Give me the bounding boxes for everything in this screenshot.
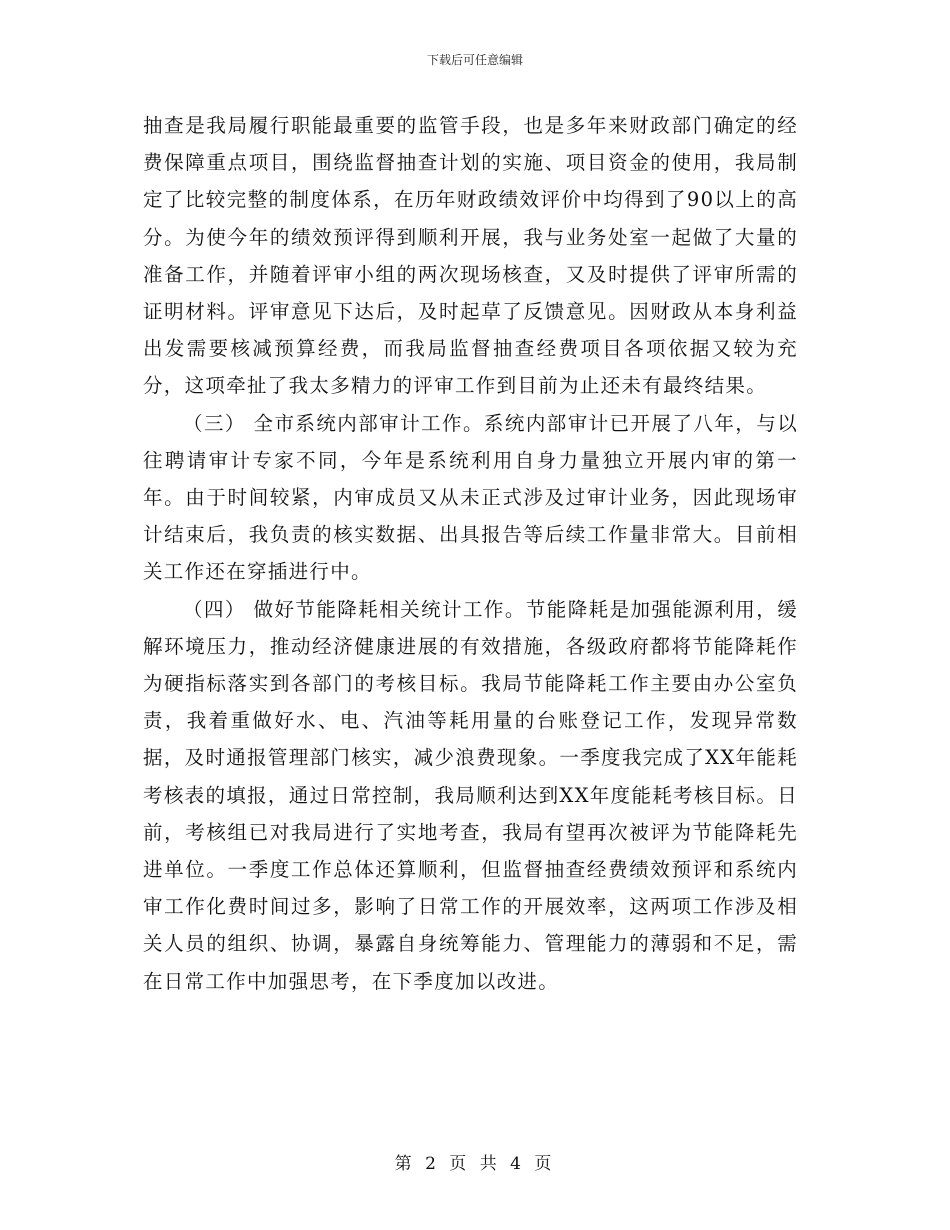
document-body <box>143 107 798 1000</box>
paragraph-1: 抽查是我局履行职能最重要的监管手段，也是多年来财政部门确定的经费保障重点项目，围绕监督抽查计划的实施、项目资金的使用，我局制定了比较完整的制度体系，在历年财政绩效评价中均得到了90以上的高分。为使今年的绩效预评得到顺利开展，我与业务处室一起做了大量的准备工作，并随着评审小组的两次现场核查，又及时提供了评审所需的证明材料。评审意见下达后，及时起草了反馈意见。因财政从本身利益出发需要核减预算经费，而我局监督抽查经费项目各项依据又较为充分，这项牵扯了我太多精力的评审工作到目前为止还未有最终结果。 <box>143 114 798 398</box>
page-header: 下载后可任意编辑 <box>426 53 523 67</box>
paragraph-3: （四） 做好节能降耗相关统计工作。节能降耗是加强能源利用，缓解环境压力，推动经济健康进展的有效措施，各级政府都将节能降耗作为硬指标落实到各部门的考核目标。我局节能降耗工作主要由办公室负责，我着重做好水、电、汽油等耗用量的台账登记工作，发现异常数据，及时通报管理部门核实，减少浪费现象。一季度我完成了XX年能耗考核表的填报，通过日常控制，我局顺利达到XX年度能耗考核目标。日前，考核组已对我局进行了实地考查，我局有望再次被评为节能降耗先进单位。一季度工作总体还算顺利，但监督抽查经费绩效预评和系统内审工作化费时间过多，影响了日常工作的开展效率，这两项工作涉及相关人员的组织、协调，暴露自身统筹能力、管理能力的薄弱和不足，需在日常工作中加强思考，在下季度加以改进。 <box>143 597 798 993</box>
paragraph-2: （三） 全市系统内部审计工作。系统内部审计已开展了八年，与以往聘请审计专家不同，今年是系统利用自身力量独立开展内审的第一年。由于时间较紧，内审成员又从未正式涉及过审计业务，因此现场审计结束后，我负责的核实数据、出具报告等后续工作量非常大。目前相关工作还在穿插进行中。 <box>143 411 798 584</box>
page-footer: 第 2 页 共 4 页 <box>394 1154 556 1174</box>
